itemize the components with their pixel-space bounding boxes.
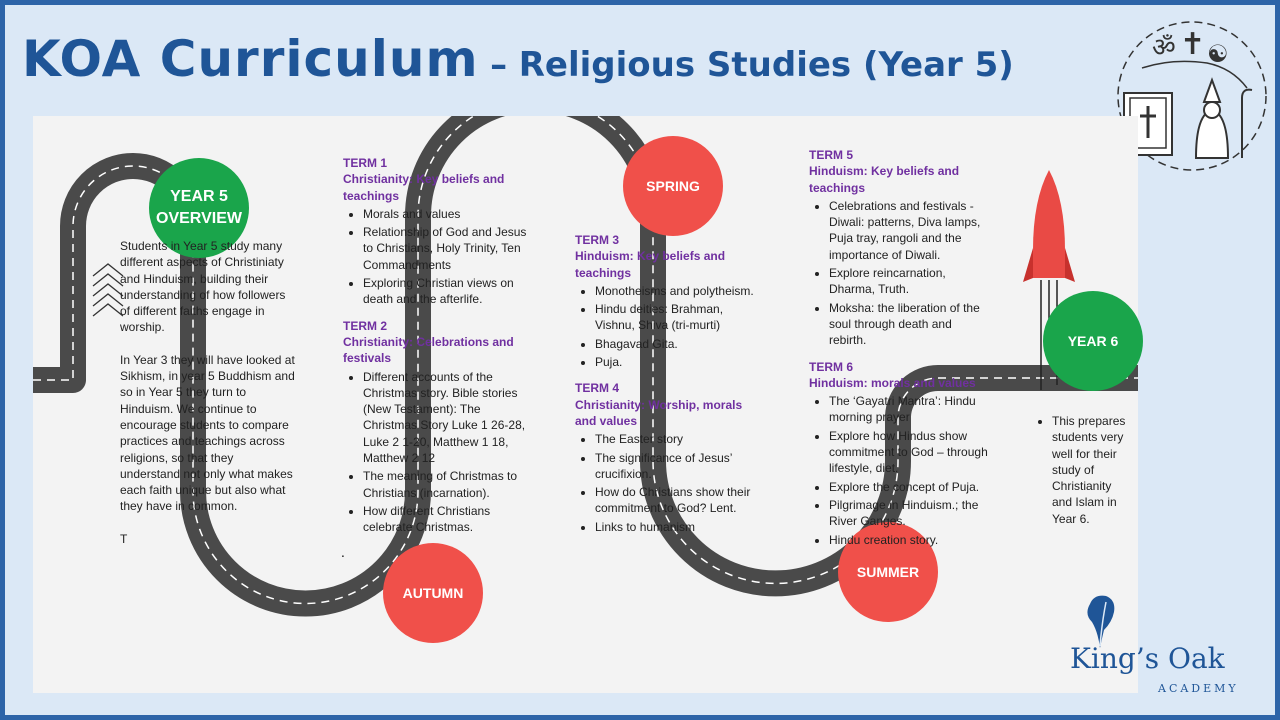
autumn-badge: AUTUMN <box>383 543 483 643</box>
year6-note <box>1034 413 1132 529</box>
list-item: • Monotheisms and polytheism. <box>595 283 755 299</box>
term-label: TERM 2 <box>343 318 388 333</box>
term-title: Hinduism: Key beliefs and teachings <box>575 249 726 280</box>
term-items <box>343 206 528 308</box>
term-items <box>575 283 755 370</box>
page-title <box>22 30 1014 88</box>
term-items <box>343 369 528 536</box>
list-item: • The meaning of Christmas to Christians (incarnation). <box>363 468 528 501</box>
list-item: • Moksha: the liberation of the soul through death and rebirth. <box>829 300 991 349</box>
list-item: • Pilgrimage in Hinduism.; the River Ganges. <box>829 497 991 530</box>
year6-badge: YEAR 6 <box>1043 291 1143 391</box>
overview-paragraph: In Year 3 they will have looked at Sikhism, in year 5 Buddhism and so in Year 5 they turn to Hinduism. We continue to encourage students to compare practices and teachings across religions, so that they understand not only what makes each faith unique but also what they have in common. <box>120 352 295 514</box>
terms-autumn-column <box>343 155 528 546</box>
list-item: • Explore the concept of Puja. <box>829 479 991 495</box>
stray-mark: . <box>341 546 345 560</box>
list-item: • The significance of Jesus’ crucifixion. <box>595 450 755 483</box>
term-label: TERM 6 <box>809 359 854 374</box>
list-item: • Links to humanism <box>595 519 755 535</box>
summer-badge: SUMMER <box>838 522 938 622</box>
title-dash: – <box>490 45 508 85</box>
term-label: TERM 3 <box>575 233 620 247</box>
title-sub: Religious Studies (Year 5) <box>518 45 1014 85</box>
term-title: Christianity: Celebrations and festivals <box>343 334 514 366</box>
spring-badge: SPRING <box>623 136 723 236</box>
list-item: • Hindu creation story. <box>829 532 991 548</box>
list-item: • How do Christians show their commitment to God? Lent. <box>595 484 755 517</box>
svg-text:☯: ☯ <box>1207 40 1229 68</box>
term-title: Christianity: Key beliefs and teachings <box>343 172 505 203</box>
list-item: • Puja. <box>595 354 755 370</box>
logo-subtitle: ACADEMY <box>1158 682 1239 695</box>
term-items <box>575 431 755 535</box>
terms-summer-column <box>809 147 991 558</box>
list-item: • Morals and values <box>363 206 528 222</box>
list-item: • Celebrations and festivals - Diwali: patterns, Diva lamps, Puja tray, rangoli and the importance of Diwali. <box>829 198 991 263</box>
list-item: • Explore how Hindus show commitment to God – through lifestyle, diet. <box>829 428 991 477</box>
logo-name: King’s Oak <box>1070 642 1225 675</box>
list-item: • This prepares students very well for their study of Christianity and Islam in Year 6. <box>1052 413 1132 527</box>
list-item: • Relationship of God and Jesus to Christians, Holy Trinity, Ten Commandments <box>363 224 528 273</box>
list-item: • Different accounts of the Christmas story. Bible stories (New Testament): The Christmas Story Luke 1 26-28, Luke 2 1-20, Matthew 1 18, Matthew 2 12 <box>363 369 528 467</box>
term-label: TERM 4 <box>575 381 620 396</box>
overview-paragraph: T <box>120 531 128 546</box>
term-title: Hinduism: Key beliefs and teachings <box>809 164 960 195</box>
year5-overview-badge: YEAR 5 OVERVIEW <box>149 158 249 258</box>
list-item: • Exploring Christian views on death and the afterlife. <box>363 275 528 308</box>
term-title: Christianity: Worship, morals and values <box>575 397 743 428</box>
list-item: • Bhagavad Gita. <box>595 336 755 352</box>
term-label: TERM 1 <box>343 156 388 170</box>
list-item: • The ‘Gayatri Mantra’: Hindu morning prayer <box>829 393 991 426</box>
svg-text:ॐ: ॐ <box>1152 33 1176 63</box>
list-item: • The Easter story <box>595 431 755 447</box>
terms-spring-column <box>575 232 755 545</box>
term-label: TERM 5 <box>809 148 854 162</box>
title-main: KOA Curriculum <box>22 30 479 88</box>
term-items <box>809 198 991 349</box>
overview-paragraph: Students in Year 5 study many different aspects of Christiniaty and Hinduism, building their understanding of how followers of different faiths engage in worship. <box>120 239 286 335</box>
list-item: • How different Christians celebrate Christmas. <box>363 503 528 536</box>
term-title: Hinduism: morals and values <box>809 375 976 390</box>
svg-text:✝: ✝ <box>1180 27 1206 62</box>
list-item: • Explore reincarnation, Dharma, Truth. <box>829 265 991 298</box>
term-items <box>809 393 991 548</box>
overview-text <box>120 238 295 563</box>
list-item: • Hindu deities: Brahman, Vishnu, Shiva (tri-murti) <box>595 301 755 334</box>
